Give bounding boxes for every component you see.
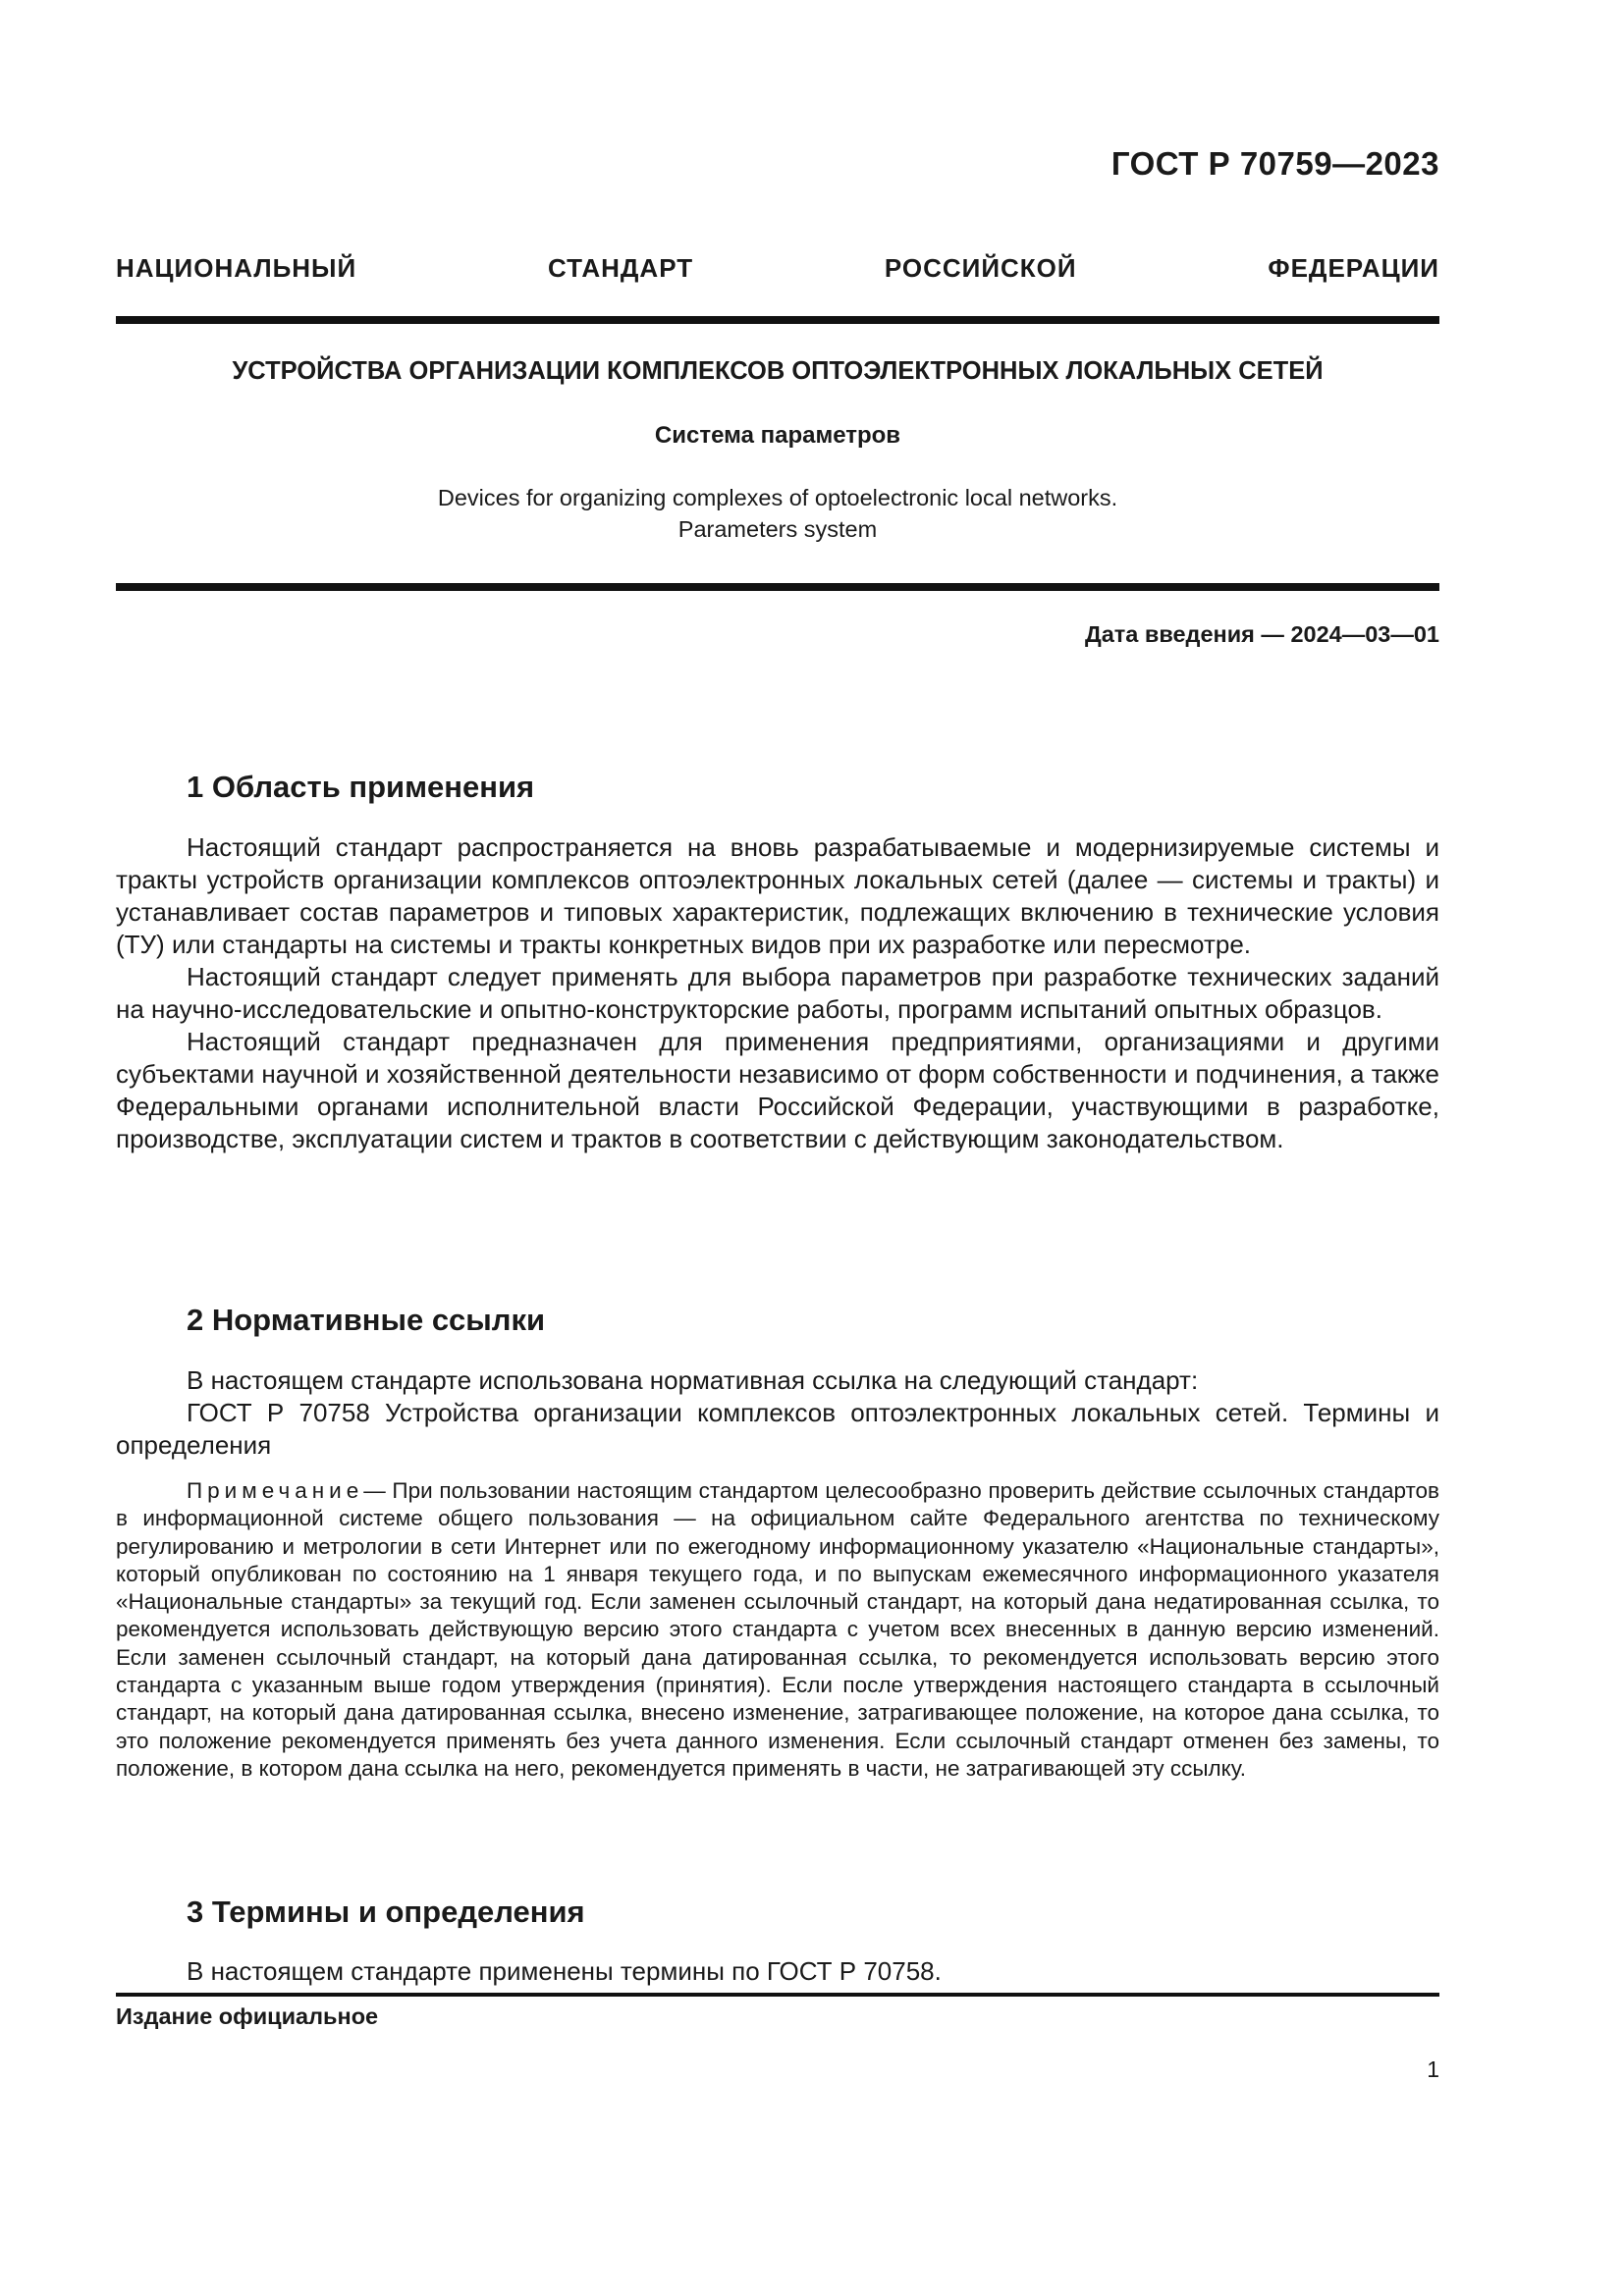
footer-rule — [116, 1993, 1439, 1997]
section-2-heading: 2 Нормативные ссылки — [187, 1303, 546, 1337]
title-rule — [116, 583, 1439, 591]
section-2-note — [116, 1477, 1439, 1783]
section-1-paragraph: Настоящий стандарт следует применять для выбора параметров при разработке технических заданий на научно-исследовательские и опытно-конструкторские работы, программ испытаний опытных образцов. — [116, 962, 1439, 1024]
section-3-paragraph: В настоящем стандарте применены термины по ГОСТ Р 70758. — [187, 1956, 942, 1986]
section-1-heading: 1 Область применения — [187, 770, 535, 804]
document-title-ru: УСТРОЙСТВА ОРГАНИЗАЦИИ КОМПЛЕКСОВ ОПТОЭЛЕКТРОННЫХ ЛОКАЛЬНЫХ СЕТЕЙ — [232, 357, 1324, 385]
note-text: — При пользовании настоящим стандартом целесообразно проверить действие ссылочных стандартов в информационной системе общего пользования — на официальном сайте Федерального агентства по техническому регулированию и метрологии в сети Интернет или по ежегодному информационному указателю «Национальные стандарты», который опубликован по состоянию на 1 января текущего года, и по выпускам ежемесячного информационного указателя «Национальные стандарты» за текущий год. Если заменен ссылочный стандарт, на который дана недатированная ссылка, то рекомендуется использовать действующую версию этого стандарта с учетом всех внесенных в данную версию изменений. Если заменен ссылочный стандарт, на который дана датированная ссылка, то рекомендуется использовать версию этого стандарта с указанным выше годом утверждения (принятия). Если после утверждения настоящего стандарта в ссылочный стандарт, на который дана датированная ссылка, внесено изменение, затрагивающее положение, на которое дана ссылка, то это положение рекомендуется применять без учета данного изменения. Если ссылочный стандарт отменен без замены, то положение, в котором дана ссылка на него, рекомендуется применять в части, не затрагивающей эту ссылку. — [116, 1478, 1439, 1781]
section-2-body — [116, 1364, 1439, 1462]
section-2-paragraph: В настоящем стандарте использована нормативная ссылка на следующий стандарт: — [187, 1365, 1199, 1395]
document-title-en — [116, 482, 1439, 545]
note-label: Примечание — [187, 1478, 364, 1503]
document-subtitle-ru: Система параметров — [654, 422, 901, 449]
top-rule — [116, 316, 1439, 324]
national-standard-banner: НАЦИОНАЛЬНЫЙ СТАНДАРТ РОССИЙСКОЙ ФЕДЕРАЦИИ — [116, 253, 1439, 283]
gost-number: ГОСТ Р 70759—2023 — [1110, 145, 1439, 182]
section-1-paragraph: Настоящий стандарт предназначен для применения предприятиями, организациями и другими субъектами научной и хозяйственной деятельности независимо от форм собственности и подчинения, а также Федеральными органами исполнительной власти Российской Федерации, участвующими в разработке, производстве, эксплуатации систем и трактов в соответствии с действующим законодательством. — [116, 1027, 1439, 1153]
normative-reference: ГОСТ Р 70758 Устройства организации комплексов оптоэлектронных локальных сетей. Термины и определения — [116, 1398, 1439, 1460]
section-1-paragraph: Настоящий стандарт распространяется на вновь разрабатываемые и модернизируемые системы и тракты устройств организации комплексов оптоэлектронных локальных сетей (далее — системы и тракты) и устанавливает состав параметров и типовых характеристик, подлежащих включению в технические условия (ТУ) или стандарты на системы и тракты конкретных видов при их разработке или пересмотре. — [116, 832, 1439, 959]
section-3-heading: 3 Термины и определения — [187, 1895, 585, 1929]
title-en-line-1: Devices for organizing complexes of optoelectronic local networks. — [437, 485, 1118, 510]
section-3-body — [116, 1955, 1439, 1988]
page-number: 1 — [1427, 2056, 1439, 2082]
title-en-line-2: Parameters system — [677, 516, 878, 542]
edition-label: Издание официальное — [116, 2003, 379, 2029]
introduction-date: Дата введения — 2024—03—01 — [1084, 621, 1439, 647]
note-paragraph — [116, 1477, 1439, 1783]
section-1-body — [116, 831, 1439, 1155]
